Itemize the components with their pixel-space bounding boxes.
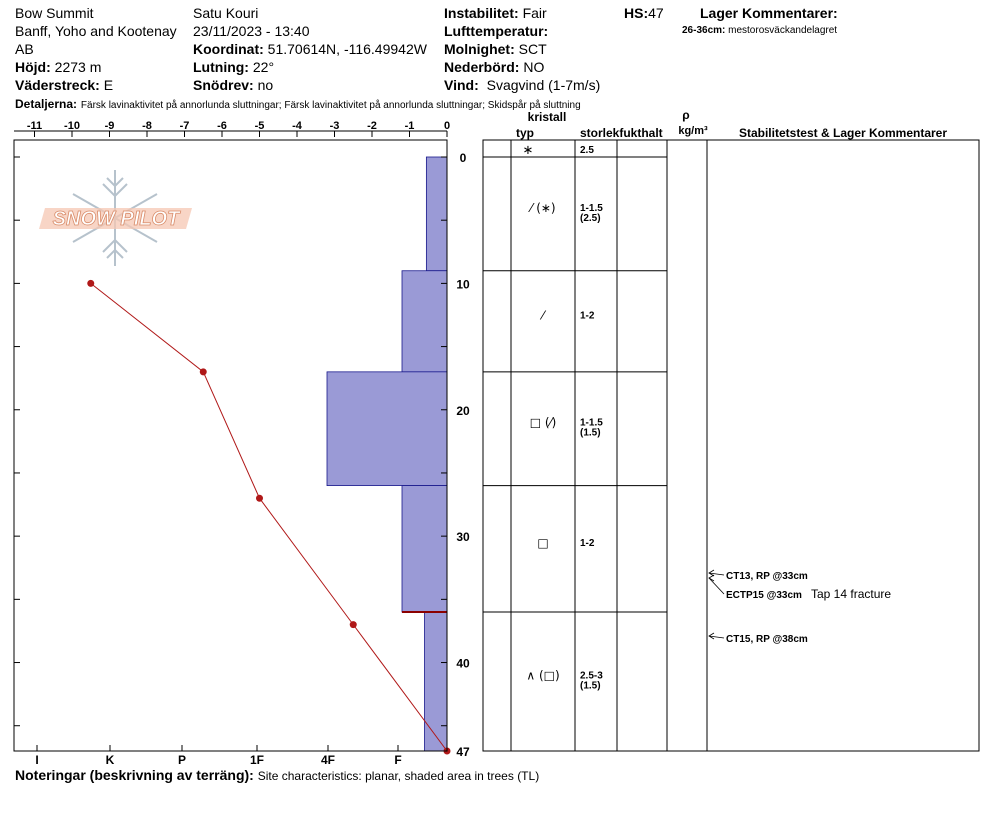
temperature-tick-label: -6 xyxy=(217,120,227,132)
aspect-label: Väderstreck: xyxy=(15,77,100,93)
hardness-bar xyxy=(327,372,447,486)
crystal-size-secondary: (2.5) xyxy=(580,212,601,224)
hardness-bar xyxy=(426,157,447,271)
hardness-axis xyxy=(35,745,401,767)
observer-name: Satu Kouri xyxy=(193,5,259,21)
hardness-bar xyxy=(402,486,447,612)
temperature-tick-label: -10 xyxy=(64,120,80,132)
stability-test-label: ECTP15 @33cm xyxy=(726,590,802,601)
notes-label: Noteringar (beskrivning av terräng): xyxy=(15,767,254,783)
layer-comment-range: 26-36cm: xyxy=(682,25,726,36)
depth-tick-label: 20 xyxy=(456,403,470,418)
hardness-tick-label: 4F xyxy=(320,753,336,767)
temperature-tick-label: -5 xyxy=(254,120,265,132)
crystal-size: 2.5 xyxy=(580,145,594,156)
slope-value: 22° xyxy=(252,59,275,75)
crystal-symbol: ∧ (□) xyxy=(526,668,560,683)
fukthalt-header: fukthalt xyxy=(619,126,663,140)
crystal-size-secondary: (1.5) xyxy=(580,680,601,692)
crystal-size-secondary: (1.5) xyxy=(580,427,601,439)
temperature-point xyxy=(87,280,94,287)
stability-test-label: CT15, RP @38cm xyxy=(726,634,808,645)
temperature-point xyxy=(200,368,207,375)
crystal-symbol: □ xyxy=(537,535,549,550)
province-name: AB xyxy=(15,41,34,57)
temperature-tick-label: -4 xyxy=(292,120,302,132)
stability-test-label: CT13, RP @33cm xyxy=(726,571,808,582)
kristall-header: kristall xyxy=(527,110,567,124)
depth-tick-label: 47 xyxy=(456,745,470,759)
precip-value: NO xyxy=(523,59,545,75)
hardness-tick-label: 1F xyxy=(249,753,265,767)
layer-comments-label: Lager Kommentarer: xyxy=(700,5,838,21)
crystal-symbol: ⁄ xyxy=(541,308,545,323)
storlek-header: storlek xyxy=(580,126,620,140)
temperature-tick-label: 0 xyxy=(443,120,451,132)
precip-label: Nederbörd: xyxy=(444,59,520,75)
notes-text: Site characteristics: planar, shaded area in trees (TL) xyxy=(257,769,540,783)
stability-test-note: Tap 14 fracture xyxy=(811,587,892,601)
temperature-tick-label: -3 xyxy=(329,120,340,132)
coordinate-value: 51.70614N, -116.49942W xyxy=(267,41,427,57)
typ-header: typ xyxy=(516,126,534,140)
hardness-tick-label: F xyxy=(394,753,402,767)
stability-header: Stabilitetstest & Lager Kommentarer xyxy=(738,126,948,140)
watermark-text: SNOW PILOT xyxy=(52,208,180,230)
crystal-symbol: ∗ xyxy=(522,143,534,158)
temperature-tick-label: -11 xyxy=(26,120,43,132)
temperature-tick-label: -8 xyxy=(142,120,152,132)
hardness-tick-label: P xyxy=(177,753,187,767)
region-name: Banff, Yoho and Kootenay xyxy=(15,23,177,39)
stability-tests xyxy=(709,570,891,645)
depth-tick-label: 30 xyxy=(456,530,470,545)
elevation-label: Höjd: xyxy=(15,59,51,75)
depth-tick-label: 0 xyxy=(459,151,467,165)
layer-table xyxy=(483,140,979,751)
temperature-axis xyxy=(27,120,450,137)
hardness-tick-label: I xyxy=(35,753,39,767)
hs-value: 47 xyxy=(648,5,664,21)
slope-label: Lutning: xyxy=(193,59,249,75)
notes-row xyxy=(15,767,539,784)
drift-label: Snödrev: xyxy=(193,77,254,93)
wind-label: Vind: xyxy=(444,77,479,93)
temperature-tick-label: -7 xyxy=(179,120,190,132)
details-label: Detaljerna: xyxy=(15,97,78,111)
temperature-profile xyxy=(87,280,450,755)
hardness-bar xyxy=(402,271,447,372)
temperature-tick-label: -9 xyxy=(104,120,115,132)
location-name: Bow Summit xyxy=(15,5,94,21)
hardness-bars xyxy=(327,157,447,751)
aspect-value: E xyxy=(103,77,114,93)
temperature-tick-label: -2 xyxy=(367,120,377,132)
rho-header: ρ xyxy=(682,108,690,122)
sky-value: SCT xyxy=(518,41,547,57)
hs-label: HS: xyxy=(624,5,649,21)
crystal-size: 1-1.5 xyxy=(580,417,603,429)
density-unit-header: kg/m³ xyxy=(678,125,708,137)
hardness-tick-label: K xyxy=(105,753,115,767)
airtemp-label: Lufttemperatur: xyxy=(444,23,549,39)
crystal-size: 1-1.5 xyxy=(580,202,603,214)
details-text: Färsk lavinaktivitet på annorlunda sluttningar; Färsk lavinaktivitet på annorlunda sluttningar; Skidspår på sluttning xyxy=(80,100,581,111)
sky-label: Molnighet: xyxy=(444,41,515,57)
coordinate-label: Koordinat: xyxy=(193,41,264,57)
drift-value: no xyxy=(257,77,274,93)
elevation-value: 2273 m xyxy=(54,59,102,75)
crystal-size: 1-2 xyxy=(580,537,595,549)
temperature-line xyxy=(91,283,447,751)
temperature-tick-label: -1 xyxy=(404,120,415,132)
depth-tick-label: 40 xyxy=(456,656,470,671)
temperature-point xyxy=(350,621,357,628)
observation-datetime: 23/11/2023 - 13:40 xyxy=(193,23,310,39)
crystal-symbol: □ (⁄) xyxy=(529,415,557,430)
crystal-size: 2.5-3 xyxy=(580,670,603,682)
crystal-symbol: ⁄ (∗) xyxy=(530,200,556,215)
crystal-size: 1-2 xyxy=(580,310,595,322)
table-frame xyxy=(483,140,979,751)
hardness-bar xyxy=(425,612,448,751)
temperature-point xyxy=(256,495,263,502)
instability-label: Instabilitet: xyxy=(444,5,519,21)
wind-value: Svagvind (1-7m/s) xyxy=(486,77,601,93)
stability-arrow xyxy=(709,578,724,594)
depth-tick-label: 10 xyxy=(456,277,470,292)
instability-value: Fair xyxy=(522,5,547,21)
layer-comment-text: mestorosväckandelagret xyxy=(728,25,838,36)
